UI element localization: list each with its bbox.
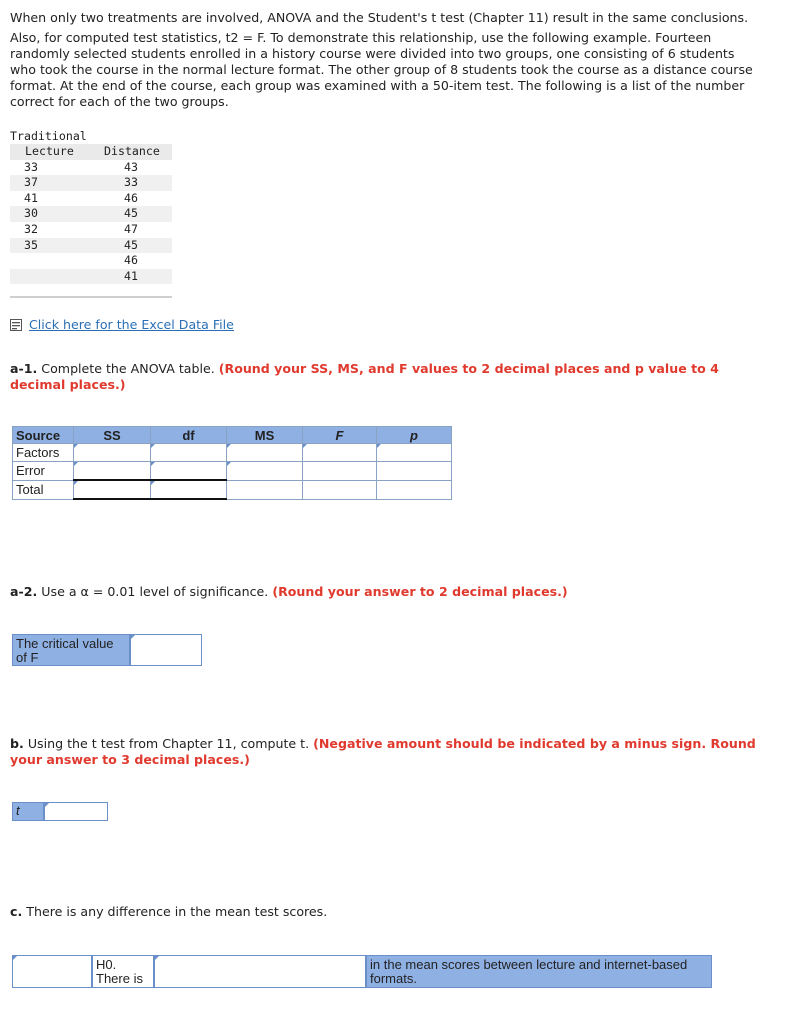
df-total-field[interactable]: [154, 481, 227, 498]
col-lecture: Lecture: [25, 144, 74, 158]
cell: 35: [24, 237, 38, 252]
question-a2: [10, 584, 770, 600]
cell: [10, 269, 100, 285]
ms-error-field[interactable]: [230, 462, 303, 479]
h0-decision-dropdown[interactable]: [12, 955, 92, 988]
cell: 47: [124, 221, 138, 236]
row-factors: Factors: [13, 444, 74, 462]
cell: 33: [124, 175, 138, 190]
critical-value-label: The critical value of F: [12, 634, 130, 666]
question-label: a-2.: [10, 584, 38, 599]
table-row: [10, 191, 172, 207]
table-row: [10, 175, 172, 191]
rounding-note: (Round your answer to 2 decimal places.): [272, 584, 568, 599]
t-label: t: [12, 802, 44, 821]
table-row: [10, 222, 172, 238]
cell: 41: [24, 190, 38, 205]
data-table-header: [10, 144, 172, 160]
ms-factors-input[interactable]: [227, 444, 303, 462]
data-table-caption: Traditional: [10, 129, 87, 143]
empty-cell: [377, 480, 452, 499]
empty-cell: [227, 480, 303, 499]
ms-factors-field[interactable]: [230, 444, 303, 461]
header-df: df: [151, 427, 227, 444]
ss-error-input[interactable]: [74, 462, 151, 481]
ss-total-input[interactable]: [74, 480, 151, 499]
h0-difference-dropdown[interactable]: [154, 955, 366, 988]
row-total: Total: [13, 480, 74, 499]
ss-factors-input[interactable]: [74, 444, 151, 462]
question-label: c.: [10, 904, 23, 919]
critical-value-field[interactable]: [131, 635, 205, 667]
question-text: There is any difference in the mean test scores.: [26, 904, 328, 919]
rounding-note: (Round your SS, MS, and F values to 2 decimal places and p value to 4 decimal places.): [10, 361, 719, 392]
critical-value-box: [12, 634, 202, 666]
df-error-field[interactable]: [154, 462, 227, 479]
p-input[interactable]: [377, 444, 452, 462]
cell: 46: [124, 190, 138, 205]
h0-row: [12, 955, 712, 988]
f-field[interactable]: [306, 444, 377, 461]
p-field[interactable]: [380, 444, 452, 461]
table-row: [10, 238, 172, 254]
ss-factors-field[interactable]: [77, 444, 151, 461]
excel-link-text[interactable]: Click here for the Excel Data File: [29, 317, 234, 332]
problem-intro: [10, 10, 760, 110]
header-ms: MS: [227, 427, 303, 444]
ss-total-field[interactable]: [77, 481, 151, 498]
t-field[interactable]: [45, 803, 111, 822]
header-source: Source: [13, 427, 74, 444]
data-table: [10, 128, 172, 298]
cell: 32: [24, 221, 38, 236]
cell: 45: [124, 206, 138, 221]
row-error: Error: [13, 462, 74, 481]
ms-error-input[interactable]: [227, 462, 303, 481]
table-row: [10, 269, 172, 285]
question-text: Using the t test from Chapter 11, compute t.: [27, 736, 310, 751]
intro-line-1: When only two treatments are involved, ANOVA and the Student's t test (Chapter 11) result in the same conclusions.: [10, 10, 749, 25]
col-distance: Distance: [104, 144, 160, 158]
cell: 37: [24, 175, 38, 190]
header-ss: SS: [74, 427, 151, 444]
question-text: Use a α = 0.01 level of significance.: [41, 584, 269, 599]
table-row: [10, 206, 172, 222]
question-label: a-1.: [10, 361, 38, 376]
anova-table: [12, 426, 452, 500]
cell: 45: [124, 237, 138, 252]
question-text: Complete the ANOVA table.: [41, 361, 215, 376]
df-total-input[interactable]: [151, 480, 227, 499]
t-box: [12, 802, 108, 821]
question-label: b.: [10, 736, 24, 751]
cell: 33: [24, 159, 38, 174]
ss-error-field[interactable]: [77, 462, 151, 479]
file-icon: [10, 319, 23, 331]
intro-paragraph: Also, for computed test statistics, t2 = F. To demonstrate this relationship, use the following example. Fourteen randomly selected students enrolled in a history course were divided into two groups, one consisting of 6 students who took the course in the normal lecture format. The other group of 8 students took the course as a distance course format. At the end of the course, each group was examined with a 50-item test. The following is a list of the number correct for each of the two groups.: [10, 30, 753, 109]
question-b: [10, 736, 780, 768]
excel-link[interactable]: [10, 317, 234, 332]
header-f: F: [303, 427, 377, 444]
empty-cell: [303, 462, 377, 481]
h0-label: H0. There is: [92, 955, 154, 988]
question-a1: [10, 361, 770, 393]
cell: 30: [24, 206, 38, 221]
header-p: p: [377, 427, 452, 444]
table-row: [10, 253, 172, 269]
cell: 43: [124, 159, 138, 174]
empty-cell: [303, 480, 377, 499]
cell: [10, 253, 100, 269]
cell: 46: [124, 253, 138, 268]
f-input[interactable]: [303, 444, 377, 462]
h0-tail-text: in the mean scores between lecture and internet-based formats.: [366, 955, 712, 988]
table-row: [10, 160, 172, 176]
df-factors-input[interactable]: [151, 444, 227, 462]
empty-cell: [377, 462, 452, 481]
table-divider: [10, 296, 172, 298]
df-error-input[interactable]: [151, 462, 227, 481]
t-input[interactable]: [44, 802, 108, 821]
critical-value-input[interactable]: [130, 634, 202, 666]
cell: 41: [124, 268, 138, 283]
rounding-note: (Negative amount should be indicated by a minus sign. Round your answer to 3 decimal places.): [10, 736, 756, 767]
question-c: [10, 904, 770, 920]
df-factors-field[interactable]: [154, 444, 227, 461]
